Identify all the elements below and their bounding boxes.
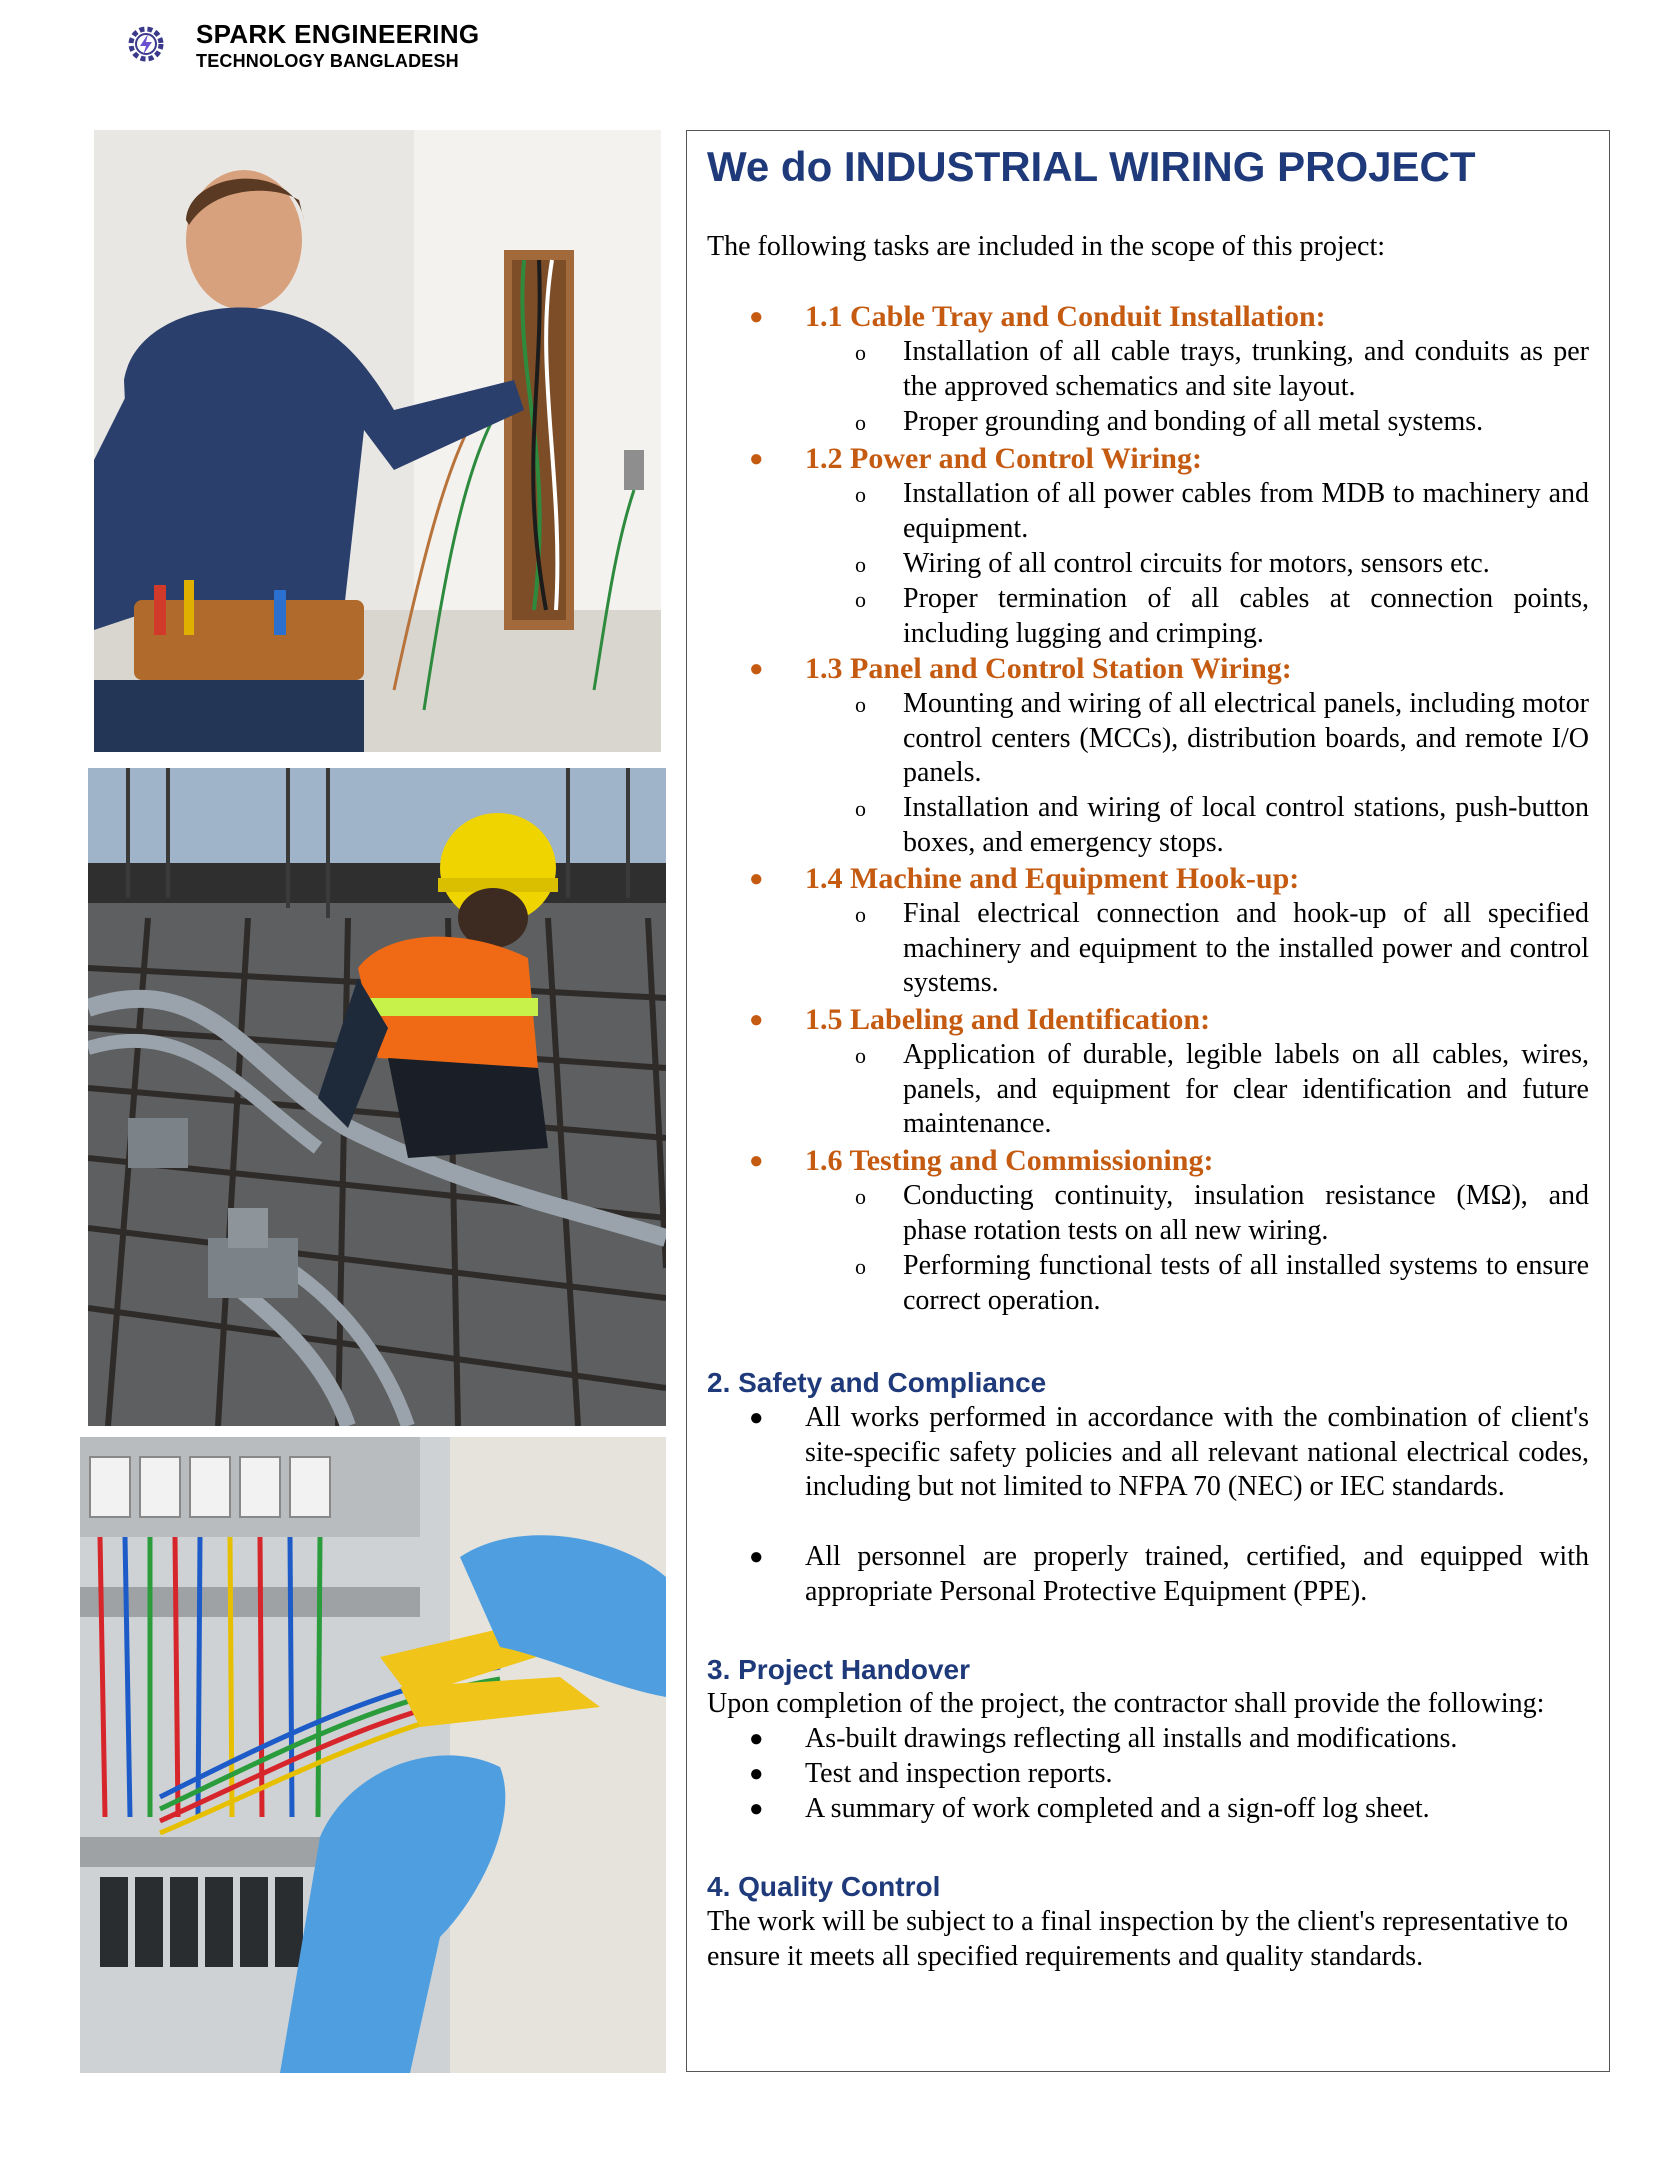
bullet-icon: ●	[749, 1007, 764, 1033]
handover-item-text: A summary of work completed and a sign-off log sheet.	[805, 1793, 1430, 1824]
bullet-icon: ●	[749, 304, 764, 330]
scope-subitem-text: Wiring of all control circuits for motors, sensors etc.	[903, 548, 1490, 579]
handover-item-text: As-built drawings reflecting all installs and modifications.	[805, 1723, 1458, 1754]
scope-subitem-text: Performing functional tests of all installed systems to ensure correct operation.	[903, 1250, 1589, 1316]
scope-heading: 1.2 Power and Control Wiring:	[805, 442, 1202, 475]
bullet-icon: ●	[749, 1726, 764, 1752]
bullet-icon: ●	[749, 866, 764, 892]
sub-bullet-icon: o	[855, 1043, 866, 1068]
sub-bullet-icon: o	[855, 1184, 866, 1209]
scope-subitem-text: Installation of all cable trays, trunking, and conduits as per the approved schematics and site layout.	[903, 336, 1589, 402]
quality-text: The work will be subject to a final inspection by the client's representative to ensure it meets all specified requirements and quality standards.	[707, 1906, 1569, 1972]
section-heading-safety: 2. Safety and Compliance	[707, 1367, 1047, 1398]
scope-heading: 1.4 Machine and Equipment Hook-up:	[805, 862, 1300, 895]
safety-item-text: All personnel are properly trained, certified, and equipped with appropriate Personal Protective Equipment (PPE).	[805, 1541, 1589, 1607]
electrician-wall-photo	[94, 130, 661, 752]
sub-bullet-icon: o	[855, 587, 866, 612]
scope-heading: 1.1 Cable Tray and Conduit Installation:	[805, 300, 1326, 333]
company-name: SPARK ENGINEERING	[196, 19, 480, 49]
scope-intro: The following tasks are included in the scope of this project:	[707, 231, 1386, 262]
sub-bullet-icon: o	[855, 1254, 866, 1279]
safety-item-text: All works performed in accordance with the combination of client's site-specific safety policies and all relevant national electrical codes, including but not limited to NFPA 70 (NEC) or IEC standards.	[805, 1402, 1589, 1502]
scope-heading: 1.6 Testing and Commissioning:	[805, 1144, 1214, 1177]
scope-subitem-text: Conducting continuity, insulation resistance (MΩ), and phase rotation tests on all new wiring.	[903, 1180, 1589, 1246]
sub-bullet-icon: o	[855, 902, 866, 927]
scope-subitem-text: Proper grounding and bonding of all metal systems.	[903, 406, 1484, 437]
scope-subitem-text: Final electrical connection and hook-up of all specified machinery and equipment to the installed power and control systems.	[903, 898, 1589, 998]
sub-bullet-icon: o	[855, 796, 866, 821]
scope-subitem-text: Installation and wiring of local control stations, push-button boxes, and emergency stops.	[903, 792, 1589, 858]
scope-subitem-text: Application of durable, legible labels on all cables, wires, panels, and equipment for clear identification and future maintenance.	[903, 1039, 1589, 1139]
sub-bullet-icon: o	[855, 692, 866, 717]
sub-bullet-icon: o	[855, 340, 866, 365]
spark-gear-logo-icon	[124, 22, 168, 66]
handover-item-text: Test and inspection reports.	[805, 1758, 1113, 1789]
page-header	[124, 18, 524, 76]
content-panel	[686, 130, 1610, 2072]
bullet-icon: ●	[749, 656, 764, 682]
conduit-installation-photo	[88, 768, 666, 1426]
sub-bullet-icon: o	[855, 410, 866, 435]
sub-bullet-icon: o	[855, 482, 866, 507]
company-subtitle: TECHNOLOGY BANGLADESH	[196, 51, 459, 71]
bullet-icon: ●	[749, 1544, 764, 1570]
section-heading-handover: 3. Project Handover	[707, 1654, 970, 1685]
scope-subitem-text: Mounting and wiring of all electrical panels, including motor control centers (MCCs), distribution boards, and remote I/O panels.	[903, 688, 1589, 788]
bullet-icon: ●	[749, 1761, 764, 1787]
sub-bullet-icon: o	[855, 552, 866, 577]
page-title: We do INDUSTRIAL WIRING PROJECT	[707, 143, 1476, 190]
section-heading-quality: 4. Quality Control	[707, 1871, 941, 1902]
bullet-icon: ●	[749, 446, 764, 472]
company-name-block	[196, 18, 480, 71]
bullet-icon: ●	[749, 1796, 764, 1822]
bullet-icon: ●	[749, 1405, 764, 1431]
bullet-icon: ●	[749, 1148, 764, 1174]
panel-crimping-photo	[80, 1437, 666, 2073]
scope-subitem-text: Installation of all power cables from MDB to machinery and equipment.	[903, 478, 1589, 544]
scope-subitem-text: Proper termination of all cables at connection points, including lugging and crimping.	[903, 583, 1589, 649]
scope-heading: 1.3 Panel and Control Station Wiring:	[805, 652, 1292, 685]
scope-heading: 1.5 Labeling and Identification:	[805, 1003, 1211, 1036]
handover-intro: Upon completion of the project, the contractor shall provide the following:	[707, 1688, 1545, 1719]
